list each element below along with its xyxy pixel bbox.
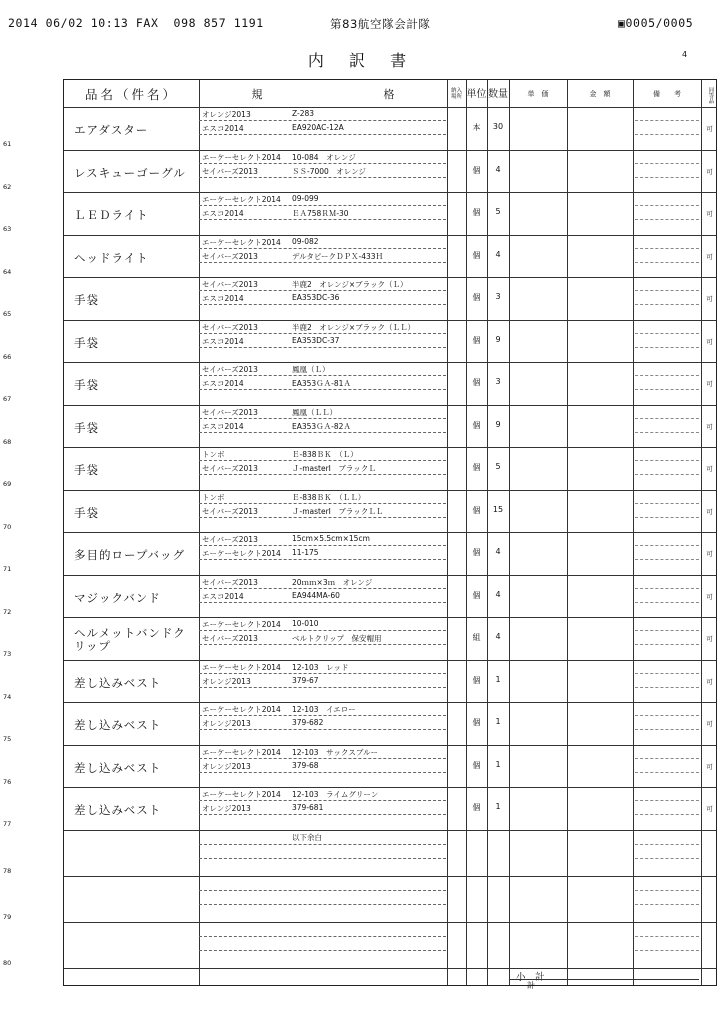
unit-cell: 組 — [472, 633, 481, 642]
spec-model-2: ＥＡ758ＲＭ-30 — [292, 209, 349, 218]
spec-model-2: EA944MA-60 — [292, 590, 340, 600]
item-name: 差し込みベスト — [74, 803, 162, 817]
spec-model-1: 半鹿2 オレンジ×ブラック（Ｌ） — [292, 280, 408, 289]
header-spec: 規 格 — [251, 88, 395, 102]
row-divider — [64, 490, 716, 491]
spec-maker-2: エスコ2014 — [202, 294, 244, 303]
row-number: 76 — [3, 777, 12, 786]
row-divider — [64, 968, 716, 969]
qty-cell: 15 — [492, 504, 504, 514]
row-divider — [64, 702, 716, 703]
header-unit-price: 単 価 — [527, 90, 549, 99]
header-remarks: 備 考 — [653, 90, 681, 99]
spec-maker-1: セイバーズ2013 — [202, 407, 258, 417]
spec-note: 以下余白 — [292, 832, 322, 842]
spec-maker-1: エーケーセレクト2014 — [202, 620, 281, 629]
spec-maker-2: オレンジ2013 — [202, 676, 251, 686]
row-number: 75 — [3, 735, 12, 743]
spec-line — [199, 333, 446, 334]
qty-cell: 9 — [495, 419, 501, 429]
same-other-mark: 可 — [706, 422, 713, 431]
spec-line — [199, 890, 446, 891]
spec-model-1: 10-010 — [292, 619, 319, 628]
row-number: 69 — [3, 480, 12, 488]
remarks-line — [635, 545, 699, 546]
remarks-line — [635, 134, 699, 135]
row-number: 67 — [3, 395, 12, 403]
remarks-line — [635, 333, 699, 334]
unit-cell: 個 — [472, 803, 481, 812]
spec-model-2: ＳＳ-7000 オレンジ — [292, 166, 366, 176]
spec-model-1: Ｅ-838ＢＫ （Ｌ） — [292, 450, 358, 459]
spec-model-1: 12-103 イエロー — [292, 705, 356, 714]
spec-model-1: 鳳凰（Ｌ） — [292, 365, 330, 374]
qty-cell: 5 — [495, 207, 501, 216]
header-delivery: 納入 場所 — [450, 88, 462, 100]
spec-model-1: Z-283 — [292, 109, 315, 118]
spec-maker-2: オレンジ2013 — [202, 804, 251, 813]
item-name: 手袋 — [74, 505, 99, 520]
qty-cell: 4 — [495, 164, 501, 174]
unit-cell: 個 — [472, 463, 481, 472]
row-number: 80 — [3, 958, 12, 967]
row-divider — [64, 532, 716, 533]
row-divider — [64, 192, 716, 193]
remarks-line — [635, 347, 699, 348]
same-other-mark: 可 — [706, 167, 713, 176]
fax-number: 098 857 1191 — [173, 16, 264, 30]
spec-maker-2: エスコ2014 — [202, 209, 244, 218]
spec-maker-1: エーケーセレクト2014 — [202, 705, 281, 714]
spec-maker-1: トンボ — [202, 450, 225, 459]
spec-model-2: 11-175 — [292, 548, 319, 557]
row-number: 70 — [3, 522, 12, 531]
remarks-line — [635, 219, 699, 220]
same-other-mark: 可 — [706, 805, 713, 813]
spec-maker-1: エーケーセレクト2014 — [202, 790, 281, 799]
spec-line — [199, 687, 446, 688]
spec-model-1: 09-099 — [292, 194, 319, 203]
spec-model-1: 半鹿2 オレンジ×ブラック（ＬＬ） — [292, 322, 416, 332]
row-divider — [64, 362, 716, 363]
remarks-line — [635, 290, 699, 291]
spec-line — [199, 418, 446, 419]
fax-page: ▣0005/0005 — [618, 16, 694, 30]
remarks-line — [635, 715, 699, 716]
same-other-mark: 可 — [706, 337, 713, 346]
spec-maker-1: セイバーズ2013 — [202, 535, 258, 544]
item-name: 手袋 — [74, 420, 99, 435]
footer-divider — [509, 979, 699, 980]
qty-cell: 4 — [495, 249, 501, 259]
row-divider — [64, 405, 716, 406]
breakdown-table — [3, 79, 717, 990]
unit-cell: 個 — [472, 293, 481, 302]
spec-line — [199, 844, 446, 845]
same-other-mark: 可 — [706, 465, 713, 473]
spec-line — [199, 389, 446, 390]
header-amount: 金 額 — [589, 90, 611, 99]
same-other-mark: 可 — [706, 252, 713, 261]
spec-maker-1: エーケーセレクト2014 — [202, 747, 281, 757]
header-item-name: 品名（件名） — [84, 87, 178, 103]
row-divider — [64, 787, 716, 788]
remarks-line — [635, 304, 699, 305]
row-number: 61 — [3, 140, 12, 148]
spec-model-2: 379-67 — [292, 675, 319, 685]
qty-cell: 3 — [495, 292, 501, 301]
spec-maker-2: エーケーセレクト2014 — [202, 549, 281, 558]
item-name: 手袋 — [74, 293, 99, 307]
spec-model-1: 12-103 サックスブルー — [292, 747, 379, 757]
spec-line — [199, 375, 446, 376]
unit-cell: 個 — [472, 675, 481, 685]
spec-line — [199, 474, 446, 475]
qty-cell: 4 — [495, 547, 501, 556]
spec-line — [199, 290, 446, 291]
row-number: 71 — [3, 565, 12, 573]
spec-maker-1: セイバーズ2013 — [202, 322, 258, 332]
row-number: 65 — [3, 310, 12, 318]
unit-cell: 個 — [472, 335, 481, 345]
unit-cell: 個 — [472, 420, 481, 430]
qty-cell: 4 — [495, 589, 501, 599]
remarks-line — [635, 800, 699, 801]
spec-line — [199, 545, 446, 546]
spec-line — [199, 814, 446, 815]
qty-cell: 1 — [495, 717, 501, 726]
spec-model-2: ベルトクリップ 保安帽用 — [292, 634, 382, 643]
row-divider — [64, 617, 716, 618]
row-divider — [64, 150, 716, 151]
remarks-line — [635, 814, 699, 815]
spec-model-1: 15cm×5.5cm×15cm — [292, 534, 370, 543]
spec-line — [199, 432, 446, 433]
spec-maker-1: エーケーセレクト2014 — [202, 662, 281, 672]
spec-maker-2: エスコ2014 — [202, 421, 244, 431]
remarks-line — [635, 460, 699, 461]
remarks-line — [635, 588, 699, 589]
spec-line — [199, 602, 446, 603]
page-mark: 4 — [682, 50, 688, 59]
item-name: レスキューゴーグル — [74, 165, 186, 180]
row-number: 63 — [3, 225, 12, 233]
remarks-line — [635, 772, 699, 773]
spec-line — [199, 248, 446, 249]
spec-line — [199, 588, 446, 589]
spec-maker-1: セイバーズ2013 — [202, 577, 258, 587]
row-divider — [64, 447, 716, 448]
spec-model-2: Ｊ-masterⅠ ブラックＬＬ — [292, 506, 384, 516]
row-divider — [64, 745, 716, 746]
remarks-line — [635, 858, 699, 859]
item-name: 手袋 — [74, 378, 99, 392]
spec-line — [199, 517, 446, 518]
remarks-line — [635, 517, 699, 518]
spec-maker-2: セイバーズ2013 — [202, 251, 258, 261]
unit-cell: 個 — [472, 208, 481, 217]
unit-cell: 個 — [472, 760, 481, 770]
spec-maker-2: エスコ2014 — [202, 124, 244, 133]
same-other-mark: 可 — [706, 210, 713, 218]
row-divider — [64, 235, 716, 236]
spec-line — [199, 205, 446, 206]
spec-line — [199, 630, 446, 631]
item-name: ＬＥＤライト — [74, 208, 149, 222]
spec-line — [199, 503, 446, 504]
spec-line — [199, 219, 446, 220]
remarks-line — [635, 177, 699, 178]
row-number: 73 — [3, 650, 12, 658]
spec-maker-2: エスコ2014 — [202, 591, 244, 601]
spec-model-1: 12-103 ライムグリーン — [292, 790, 379, 799]
spec-maker-1: エーケーセレクト2014 — [202, 152, 281, 162]
item-name: 多目的ロープバッグ — [74, 548, 186, 562]
unit-cell: 個 — [472, 378, 481, 387]
document-title: 内 訳 書 — [307, 51, 417, 70]
spec-model-1: 10-084 オレンジ — [292, 152, 356, 162]
item-name: ヘッドライト — [74, 250, 149, 265]
spec-line — [199, 262, 446, 263]
spec-maker-1: エーケーセレクト2014 — [202, 195, 281, 204]
spec-model-2: Ｊ-masterⅠ ブラックＬ — [292, 464, 376, 473]
remarks-line — [635, 844, 699, 845]
subtotal-label: 小 計 — [516, 971, 545, 983]
spec-line — [199, 673, 446, 674]
spec-model-1: 12-103 レッド — [292, 662, 349, 672]
spec-line — [199, 177, 446, 178]
spec-maker-2: セイバーズ2013 — [202, 166, 258, 176]
same-other-mark: 可 — [706, 507, 713, 516]
row-divider — [64, 575, 716, 576]
qty-cell: 1 — [495, 759, 501, 769]
row-divider — [64, 830, 716, 831]
item-name: 差し込みベスト — [74, 760, 162, 775]
total-label: 計 — [527, 980, 535, 990]
spec-line — [199, 800, 446, 801]
spec-model-2: EA920AC-12A — [292, 123, 344, 132]
same-other-mark: 可 — [706, 125, 713, 133]
remarks-line — [635, 644, 699, 645]
item-name: エアダスター — [74, 123, 149, 137]
qty-cell: 4 — [495, 632, 501, 641]
remarks-line — [635, 432, 699, 433]
row-number: 79 — [3, 912, 12, 921]
unit-cell: 個 — [472, 250, 481, 260]
spec-maker-1: セイバーズ2013 — [202, 280, 258, 289]
spec-line — [199, 120, 446, 121]
spec-maker-1: セイバーズ2013 — [202, 365, 258, 374]
unit-cell: 個 — [472, 590, 481, 600]
row-divider — [64, 277, 716, 278]
row-number: 77 — [3, 820, 12, 828]
remarks-line — [635, 729, 699, 730]
spec-model-1: 20ｍｍ×3ｍ オレンジ — [292, 577, 373, 587]
spec-model-1: Ｅ-838ＢＫ （ＬＬ） — [292, 492, 366, 502]
same-other-mark: 可 — [706, 295, 713, 303]
remarks-line — [635, 205, 699, 206]
spec-line — [199, 134, 446, 135]
spec-model-2: EA353ＧＡ-82Ａ — [292, 421, 351, 431]
qty-cell: 30 — [492, 122, 504, 131]
spec-model-2: EA353DC-37 — [292, 335, 340, 345]
qty-cell: 3 — [495, 377, 501, 386]
row-number: 64 — [3, 267, 12, 276]
spec-model-2: 379-681 — [292, 803, 324, 812]
same-other-mark: 可 — [706, 720, 713, 728]
remarks-line — [635, 890, 699, 891]
spec-line — [199, 163, 446, 164]
item-name: ヘルメットバンドクリップ — [74, 626, 186, 654]
spec-maker-2: エスコ2014 — [202, 379, 244, 388]
unit-cell: 本 — [472, 123, 481, 132]
remarks-line — [635, 389, 699, 390]
row-number: 78 — [3, 866, 12, 875]
qty-cell: 9 — [495, 334, 501, 344]
spec-line — [199, 644, 446, 645]
spec-maker-1: エーケーセレクト2014 — [202, 237, 281, 247]
same-other-mark: 可 — [706, 762, 713, 771]
remarks-line — [635, 904, 699, 905]
spec-line — [199, 460, 446, 461]
fax-datetime: 2014 06/02 10:13 FAX 098 857 1191 — [8, 16, 264, 30]
row-divider — [64, 320, 716, 321]
unit-cell: 個 — [472, 718, 481, 727]
remarks-line — [635, 936, 699, 937]
unit-cell: 個 — [472, 165, 481, 175]
spec-model-2: EA353ＧＡ-81Ａ — [292, 379, 351, 388]
header-qty: 数量 — [488, 88, 508, 100]
remarks-line — [635, 559, 699, 560]
remarks-line — [635, 248, 699, 249]
row-divider — [64, 660, 716, 661]
same-other-mark: 可 — [706, 550, 713, 558]
spec-line — [199, 950, 446, 951]
remarks-line — [635, 687, 699, 688]
spec-model-2: 379-68 — [292, 760, 319, 770]
qty-cell: 1 — [495, 802, 501, 811]
item-name: マジックバンド — [74, 590, 161, 605]
unit-cell: 個 — [472, 548, 481, 557]
row-number: 72 — [3, 607, 12, 616]
remarks-line — [635, 602, 699, 603]
spec-model-1: 鳳凰（ＬＬ） — [292, 407, 337, 417]
row-number: 66 — [3, 352, 12, 361]
item-name: 差し込みベスト — [74, 718, 162, 732]
same-other-mark: 可 — [706, 677, 713, 686]
same-other-mark: 可 — [706, 635, 713, 643]
spec-line — [199, 729, 446, 730]
item-name: 手袋 — [74, 463, 99, 477]
spec-line — [199, 559, 446, 560]
unit-cell: 個 — [472, 505, 481, 515]
spec-maker-2: セイバーズ2013 — [202, 464, 258, 473]
spec-line — [199, 347, 446, 348]
spec-model-2: EA353DC-36 — [292, 293, 340, 302]
row-number: 68 — [3, 437, 12, 446]
spec-maker-2: オレンジ2013 — [202, 719, 251, 728]
remarks-line — [635, 375, 699, 376]
spec-maker-1: オレンジ2013 — [202, 110, 251, 119]
spec-maker-2: セイバーズ2013 — [202, 634, 258, 643]
spec-line — [199, 304, 446, 305]
spec-line — [199, 758, 446, 759]
spec-maker-2: エスコ2014 — [202, 336, 244, 346]
same-other-mark: 可 — [706, 592, 713, 601]
remarks-line — [635, 630, 699, 631]
remarks-line — [635, 262, 699, 263]
same-other-mark: 可 — [706, 380, 713, 388]
row-divider — [64, 922, 716, 923]
fax-sender: 第83航空隊会計隊 — [330, 17, 431, 31]
remarks-line — [635, 163, 699, 164]
spec-model-1: 09-082 — [292, 236, 319, 246]
remarks-line — [635, 758, 699, 759]
remarks-line — [635, 120, 699, 121]
spec-line — [199, 772, 446, 773]
qty-cell: 1 — [495, 674, 501, 684]
row-number: 74 — [3, 692, 12, 701]
row-divider — [64, 876, 716, 877]
remarks-line — [635, 673, 699, 674]
spec-maker-1: トンボ — [202, 492, 225, 502]
spec-line — [199, 715, 446, 716]
item-name: 差し込みベスト — [74, 675, 162, 690]
remarks-line — [635, 950, 699, 951]
header-unit: 単位 — [466, 88, 487, 100]
spec-maker-2: セイバーズ2013 — [202, 506, 258, 516]
spec-model-2: デルタピークＤＰＸ-433Ｈ — [292, 251, 384, 261]
spec-maker-2: オレンジ2013 — [202, 761, 251, 771]
spec-line — [199, 904, 446, 905]
spec-line — [199, 936, 446, 937]
header-same-other: 同等品 — [707, 86, 714, 104]
row-number: 62 — [3, 182, 12, 191]
remarks-line — [635, 418, 699, 419]
item-name: 手袋 — [74, 335, 99, 350]
remarks-line — [635, 474, 699, 475]
spec-line — [199, 858, 446, 859]
remarks-line — [635, 503, 699, 504]
spec-model-2: 379-682 — [292, 718, 324, 727]
qty-cell: 5 — [495, 462, 501, 471]
